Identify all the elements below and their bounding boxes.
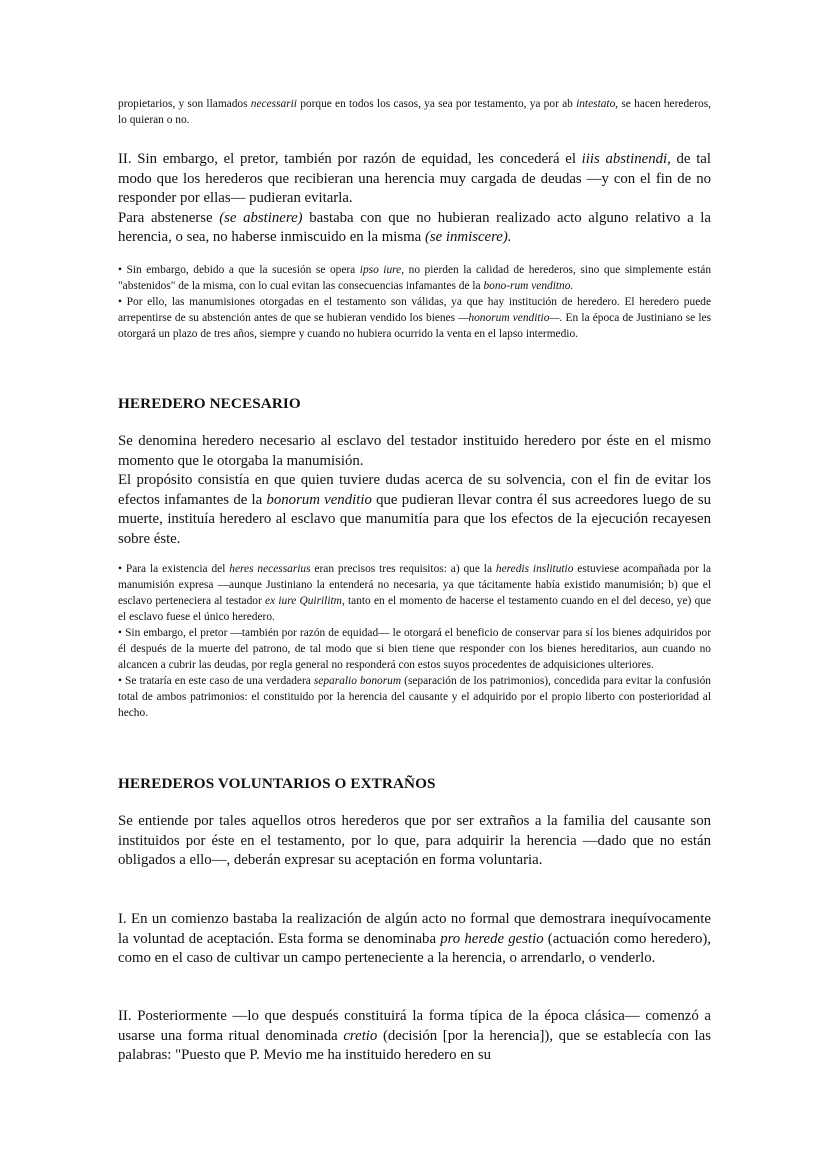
paragraph-ius-abstinendi: II. Sin embargo, el pretor, también por razón de equidad, les concederá el iiis abstinendi, de tal modo que los herederos que recibieran una herencia muy cargada de deudas —y con el fin de no responder por ellas— pudieran evitarla. Para abstenerse (se abstinere) bastaba con que no hubieran realizado acto alguno relativo a la herencia, o sea, no haberse inmiscuido en la misma (se inmiscere). (118, 151, 711, 245)
paragraph-pro-herede-gestio: I. En un comienzo bastaba la realización de algún acto no formal que demostrara inequívocamente la voluntad de aceptación. Esta forma se denominaba pro herede gestio (actuación como heredero), como en el caso de cultivar un campo perteneciente a la herencia, o arrendarlo, o venderlo. (118, 911, 711, 966)
paragraph-cretio: II. Posteriormente —lo que después constituirá la forma típica de la época clásica— comenzó a usarse una forma ritual denominada cretio (decisión [por la herencia]), que se establecía con las palabras: "Puesto que P. Mevio me ha instituido heredero en su (118, 1008, 711, 1063)
paragraph-necessarii: propietarios, y son llamados necessarii porque en todos los casos, ya sea por testamento, ya por ab intestato, se hacen herederos, lo quieran o no. (118, 98, 711, 126)
heading-herederos-voluntarios: HEREDEROS VOLUNTARIOS O EXTRAÑOS (118, 775, 436, 792)
heading-heredero-necesario: HEREDERO NECESARIO (118, 395, 301, 412)
paragraph-bullets-abstencion: • Sin embargo, debido a que la sucesión se opera ipso iure, no pierden la calidad de herederos, sino que simplemente están "abstenidos" de la misma, con lo cual evitan las consecuencias infamantes de la bono-rum venditno. • Por ello, las manumisiones otorgadas en el testamento son válidas, ya que hay institución de heredero. El heredero puede arrepentirse de su abstención antes de que se hubieran vendido los bienes —honorum venditio—. En la época de Justiniano se les otorgará un plazo de tres años, siempre y cuando no hubiera ocurrido la venta en el lapso intermedio. (118, 264, 712, 340)
paragraph-voluntarios: Se entiende por tales aquellos otros herederos que por ser extraños a la familia del causante son instituidos por éste en el testamento, por lo que, para adquirir la herencia —dado que no están obligados a ello—, deberán expresar su aceptación en forma voluntaria. (118, 813, 711, 868)
paragraph-bullets-requisitos: • Para la existencia del heres necessarius eran precisos tres requisitos: a) que la heredis inslitutio estuviese acompañada por la manumisión expresa —aunque Justiniano la entenderá no necesaria, ya que tácitamente había existido manumisión; b) que el esclavo perteneciera al testador ex iure Quirilitm, tanto en el momento de hacerse el testamento cuando en el del deceso, ye) que el esclavo fuese el único heredero. • Sin embargo, el pretor —también por razón de equidad— le otorgará el beneficio de conservar para sí los bienes adquiridos por él después de la muerte del patrono, de tal modo que si bien tiene que responder con los bienes hereditarios, aun cuando no alcancen a cubrir las deudas, por regla general no responderá con estos suyos procedentes de adquisiciones ulteriores. • Se trataría en este caso de una verdadera separalio bonorum (separación de los patrimonios), concedida para evitar la confusión total de ambos patrimonios: el constituido por la herencia del causante y el adquirido por el propio liberto con posterioridad al hecho. (118, 563, 712, 719)
paragraph-heredero-necesario: Se denomina heredero necesario al esclavo del testador instituido heredero por éste en el mismo momento que le otorgaba la manumisión. El propósito consistía en que quien tuviere dudas acerca de su solvencia, con el fin de evitar los efectos infamantes de la bonorum venditio que pudieran llevar contra él sus acreedores luego de su muerte, instituía heredero al esclavo que manumitía para que los efectos de la ejecución recayesen sobre éste. (118, 433, 711, 547)
